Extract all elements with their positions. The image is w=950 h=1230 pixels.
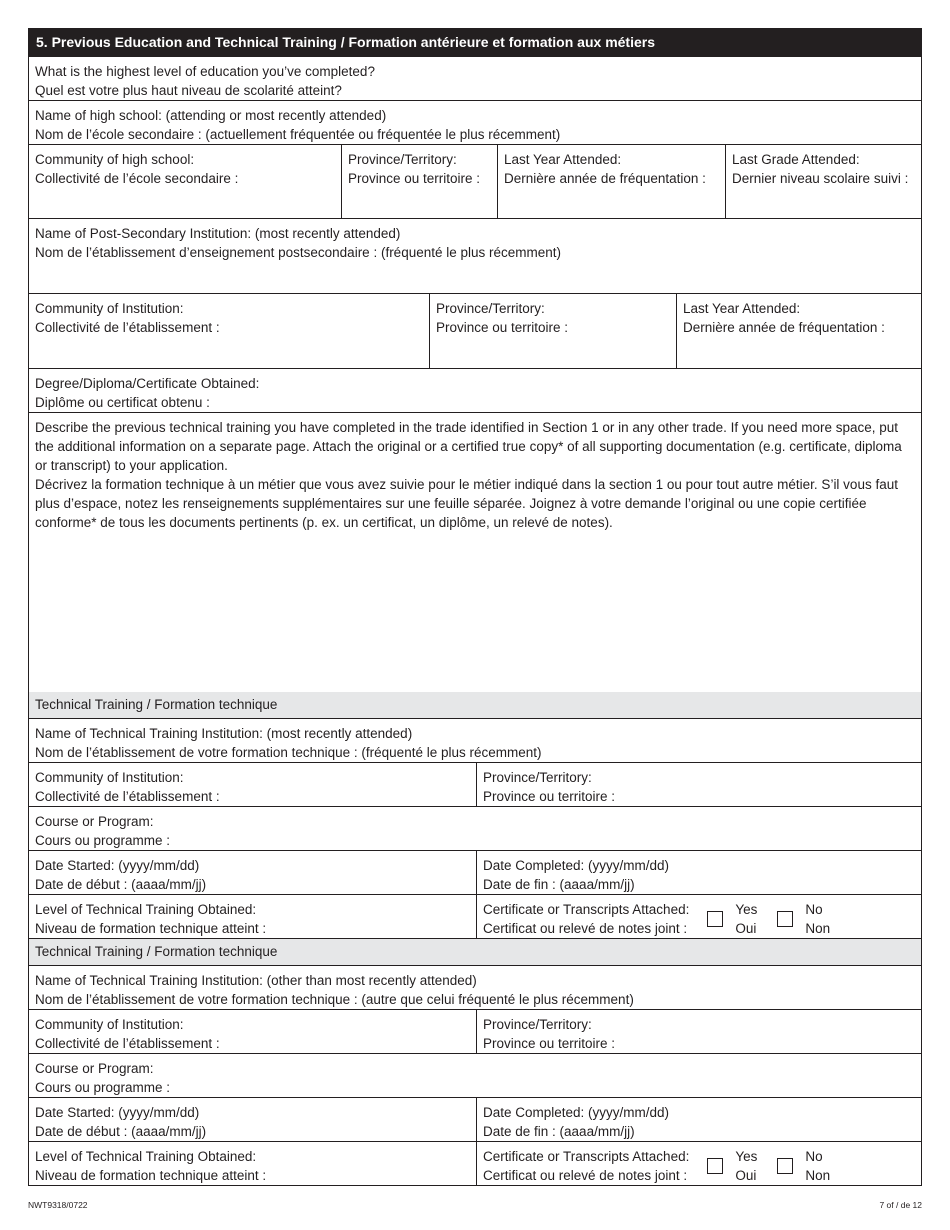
field-label-fr: Date de fin : (aaaa/mm/jj) (483, 877, 635, 892)
field-label-en: Certificate or Transcripts Attached: (483, 1149, 690, 1164)
hs-last-year-field[interactable] (497, 145, 725, 218)
field-label-fr: Nom de l’établissement de votre formation technique : (fréquenté le plus récemment) (35, 745, 542, 760)
field-label-fr: Collectivité de l’établissement : (35, 320, 220, 335)
post-secondary-name-field[interactable] (29, 219, 921, 293)
field-label-en: Date Completed: (yyyy/mm/dd) (483, 1105, 670, 1120)
field-label-en: Degree/Diploma/Certificate Obtained: (35, 376, 260, 391)
technical-training-heading: Technical Training / Formation technique (29, 939, 921, 965)
field-label-fr: Province ou territoire : (483, 789, 616, 804)
field-label-fr: Dernière année de fréquentation : (683, 320, 885, 335)
no-checkbox[interactable] (777, 911, 793, 927)
t2-location-row (29, 1009, 921, 1053)
field-label-fr: Province ou territoire : (348, 171, 481, 186)
t2-no-option[interactable] (777, 1147, 830, 1185)
t1-course-row (29, 806, 921, 850)
yes-checkbox[interactable] (707, 1158, 723, 1174)
field-label-fr: Dernière année de fréquentation : (504, 171, 706, 186)
form-code: NWT9318/0722 (28, 1200, 88, 1210)
field-label-en: Name of Post-Secondary Institution: (most recently attended) (35, 226, 401, 241)
field-label-en: Province/Territory: (483, 770, 592, 785)
no-checkbox[interactable] (777, 1158, 793, 1174)
no-label-fr: Non (805, 921, 831, 936)
field-label-fr: Province ou territoire : (483, 1036, 616, 1051)
field-label-en: Province/Territory: (436, 301, 545, 316)
field-label-en: Date Started: (yyyy/mm/dd) (35, 1105, 200, 1120)
page-number: 7 of / de 12 (879, 1200, 922, 1210)
technical-training-heading: Technical Training / Formation technique (29, 692, 921, 718)
t1-attached-field (476, 895, 921, 938)
field-label-fr: Diplôme ou certificat obtenu : (35, 395, 210, 410)
field-label-fr: Certificat ou relevé de notes joint : (483, 921, 688, 936)
ps-province-field[interactable] (429, 294, 676, 368)
field-label-fr: Date de fin : (aaaa/mm/jj) (483, 1124, 635, 1139)
field-label-fr: Collectivité de l’école secondaire : (35, 171, 239, 186)
field-label-en: Name of Technical Training Institution: (most recently attended) (35, 726, 413, 741)
field-label-fr: Cours ou programme : (35, 833, 171, 848)
field-label-en: Last Grade Attended: (732, 152, 860, 167)
t2-province-field[interactable] (476, 1010, 921, 1053)
field-label-en: Province/Territory: (348, 152, 457, 167)
field-label-fr: Niveau de formation technique atteint : (35, 1168, 267, 1183)
post-secondary-details-row (29, 293, 921, 368)
yes-label-en: Yes (735, 1149, 758, 1164)
t1-province-field[interactable] (476, 763, 921, 806)
description-text-fr: Décrivez la formation technique à un métier que vous avez suivie pour le métier indiqué dans la section 1 ou pour tout autre métier. S’il vous faut plus d’espace, notez les renseignements supplémentaires sur une feuille séparée. Joignez à votre demande l’original ou une copie certifiée conforme* de tous les documents pertinents (p. ex. un certificat, un diplôme, un relevé de notes). (35, 477, 898, 530)
field-label-en: Date Completed: (yyyy/mm/dd) (483, 858, 670, 873)
t1-course-field[interactable] (29, 807, 921, 850)
field-label-en: Level of Technical Training Obtained: (35, 902, 257, 917)
field-label-fr: Niveau de formation technique atteint : (35, 921, 267, 936)
t2-course-field[interactable] (29, 1054, 921, 1097)
field-label-en: Last Year Attended: (683, 301, 801, 316)
t2-institution-field[interactable] (29, 966, 921, 1009)
field-label-en: What is the highest level of education you’ve completed? (35, 64, 375, 79)
degree-row (29, 368, 921, 412)
field-label-fr: Quel est votre plus haut niveau de scolarité atteint? (35, 83, 342, 98)
education-form (28, 28, 922, 1186)
training-description-row (29, 412, 921, 692)
field-label-fr: Cours ou programme : (35, 1080, 171, 1095)
field-label-en: Course or Program: (35, 1061, 154, 1076)
t2-institution-row (29, 965, 921, 1009)
yes-label-fr: Oui (735, 921, 757, 936)
t2-date-started-field[interactable] (29, 1098, 476, 1141)
field-label-en: Community of high school: (35, 152, 195, 167)
t2-date-completed-field[interactable] (476, 1098, 921, 1141)
ps-last-year-field[interactable] (676, 294, 921, 368)
t1-institution-row (29, 718, 921, 762)
description-text-en: Describe the previous technical training you have completed in the trade identified in Section 1 or in any other trade. If you need more space, put the additional information on a separate page. Attach the original or a certified true copy* of all supporting documentation (e.g. certificate, diploma or transcript) to your application. (35, 420, 902, 473)
t1-yes-option[interactable] (707, 900, 757, 938)
field-label-fr: Date de début : (aaaa/mm/jj) (35, 1124, 207, 1139)
field-label-en: Community of Institution: (35, 1017, 184, 1032)
t2-dates-row (29, 1097, 921, 1141)
t2-yes-option[interactable] (707, 1147, 757, 1185)
field-label-en: Last Year Attended: (504, 152, 622, 167)
hs-community-field[interactable] (29, 145, 341, 218)
t1-level-field[interactable] (29, 895, 476, 938)
field-label-fr: Collectivité de l’établissement : (35, 1036, 220, 1051)
t1-date-completed-field[interactable] (476, 851, 921, 894)
yes-label-en: Yes (735, 902, 758, 917)
field-label-en: Certificate or Transcripts Attached: (483, 902, 690, 917)
field-label-en: Community of Institution: (35, 770, 184, 785)
t1-institution-field[interactable] (29, 719, 921, 762)
field-label-en: Community of Institution: (35, 301, 184, 316)
ps-community-field[interactable] (29, 294, 429, 368)
t2-level-row (29, 1141, 921, 1185)
field-label-fr: Certificat ou relevé de notes joint : (483, 1168, 688, 1183)
field-label-fr: Dernier niveau scolaire suivi : (732, 171, 909, 186)
t1-date-started-field[interactable] (29, 851, 476, 894)
post-secondary-name-row (29, 218, 921, 293)
training-description-field[interactable] (29, 413, 921, 692)
t2-level-field[interactable] (29, 1142, 476, 1185)
field-label-en: Province/Territory: (483, 1017, 592, 1032)
field-label-en: Course or Program: (35, 814, 154, 829)
t1-dates-row (29, 850, 921, 894)
high-school-name-field[interactable] (29, 101, 921, 144)
t1-level-row (29, 894, 921, 938)
t2-community-field[interactable] (29, 1010, 476, 1053)
no-label-en: No (805, 902, 823, 917)
field-label-fr: Collectivité de l’établissement : (35, 789, 220, 804)
t2-attached-field (476, 1142, 921, 1185)
t1-location-row (29, 762, 921, 806)
yes-label-fr: Oui (735, 1168, 757, 1183)
no-label-fr: Non (805, 1168, 831, 1183)
t1-community-field[interactable] (29, 763, 476, 806)
highest-education-row (29, 56, 921, 100)
field-label-fr: Nom de l’école secondaire : (actuellement fréquentée ou fréquentée le plus récemment) (35, 127, 561, 142)
section-title: 5. Previous Education and Technical Training / Formation antérieure et formation aux métiers (29, 28, 921, 56)
field-label-en: Name of Technical Training Institution: (other than most recently attended) (35, 973, 477, 988)
technical-training-heading-2-wrap (29, 938, 921, 965)
field-label-en: Date Started: (yyyy/mm/dd) (35, 858, 200, 873)
t1-no-option[interactable] (777, 900, 830, 938)
t2-course-row (29, 1053, 921, 1097)
field-label-fr: Nom de l’établissement d’enseignement postsecondaire : (fréquenté le plus récemment) (35, 245, 562, 260)
field-label-en: Name of high school: (attending or most recently attended) (35, 108, 387, 123)
high-school-details-row (29, 144, 921, 218)
yes-checkbox[interactable] (707, 911, 723, 927)
high-school-name-row (29, 100, 921, 144)
field-label-fr: Nom de l’établissement de votre formation technique : (autre que celui fréquenté le plus récemment) (35, 992, 634, 1007)
highest-education-field[interactable] (29, 57, 921, 100)
no-label-en: No (805, 1149, 823, 1164)
field-label-fr: Date de début : (aaaa/mm/jj) (35, 877, 207, 892)
field-label-fr: Province ou territoire : (436, 320, 569, 335)
hs-last-grade-field[interactable] (725, 145, 921, 218)
degree-field[interactable] (29, 369, 921, 412)
field-label-en: Level of Technical Training Obtained: (35, 1149, 257, 1164)
hs-province-field[interactable] (341, 145, 497, 218)
